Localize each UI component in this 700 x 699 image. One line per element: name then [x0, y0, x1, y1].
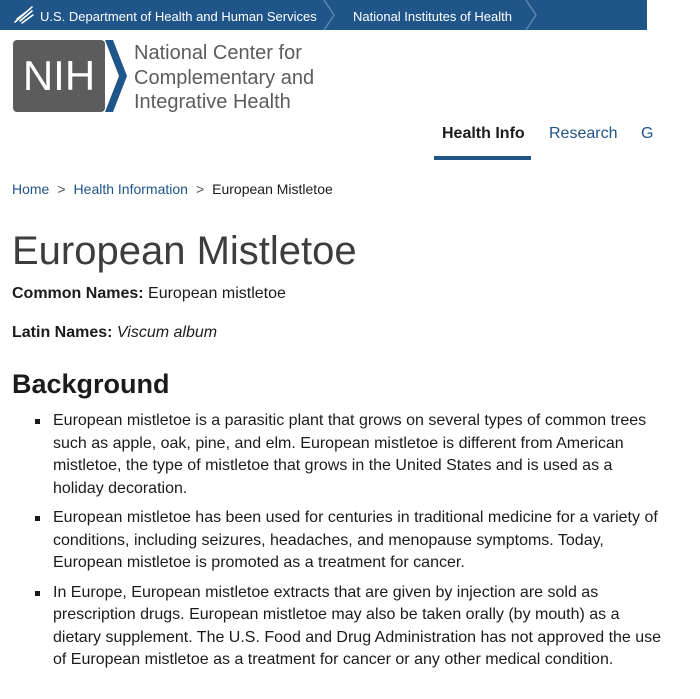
breadcrumb-current: European Mistletoe	[212, 181, 333, 197]
breadcrumb	[12, 181, 333, 197]
hhs-link[interactable]: U.S. Department of Health and Human Services	[40, 9, 317, 24]
background-list	[0, 410, 700, 679]
list-item-text: European mistletoe has been used for centuries in traditional medicine for a variety of conditions, including seizures, headaches, and menopause symptoms. Today, European mistletoe is promoted as a treatment for cancer.	[53, 509, 658, 571]
breadcrumb-separator: >	[195, 181, 205, 197]
page-title: European Mistletoe	[12, 229, 357, 273]
chevron-divider-icon	[322, 0, 336, 30]
hhs-eagle-icon[interactable]	[12, 4, 36, 26]
common-names-value: European mistletoe	[148, 285, 286, 302]
list-item-text: European mistletoe is a parasitic plant that grows on several types of common trees such as apple, oak, pine, and elm. European mistletoe is different from American mistletoe, the type of mistletoe that grows in the United States and is used as a holiday decoration.	[53, 412, 647, 497]
nih-link[interactable]: National Institutes of Health	[353, 9, 512, 24]
bullet-icon	[35, 419, 40, 424]
bullet-icon	[35, 516, 40, 521]
latin-names-label: Latin Names:	[12, 324, 113, 341]
list-item-text: In Europe, European mistletoe extracts that are given by injection are sold as prescription drugs. European mistletoe may also be taken orally (by mouth) as a dietary supplement. The U.S. Food and Drug Administration has not approved the use of European mistletoe as a treatment for cancer or any other medical condition.	[53, 583, 662, 668]
list-item	[0, 507, 700, 575]
government-banner	[0, 0, 647, 30]
nav-research[interactable]: Research	[549, 125, 618, 142]
latin-names-value: Viscum album	[116, 324, 218, 341]
breadcrumb-home[interactable]: Home	[12, 181, 50, 197]
breadcrumb-health-information[interactable]: Health Information	[73, 181, 188, 197]
center-name-logo[interactable]: National Center for Complementary and Integrative Health	[134, 42, 315, 113]
nih-logo-text: NIH	[22, 52, 96, 99]
breadcrumb-separator: >	[57, 181, 66, 197]
nav-health-info[interactable]: Health Info	[442, 125, 525, 142]
list-item	[0, 410, 700, 500]
common-names-label: Common Names:	[12, 285, 144, 302]
latin-names	[12, 324, 217, 342]
common-names	[12, 285, 286, 303]
chevron-divider-icon	[524, 0, 538, 30]
nih-logo[interactable]	[13, 40, 127, 112]
background-heading: Background	[12, 369, 170, 399]
nav-active-indicator	[434, 156, 531, 160]
bullet-icon	[35, 591, 40, 596]
nav-grants[interactable]: G	[641, 125, 654, 142]
list-item	[0, 582, 700, 672]
